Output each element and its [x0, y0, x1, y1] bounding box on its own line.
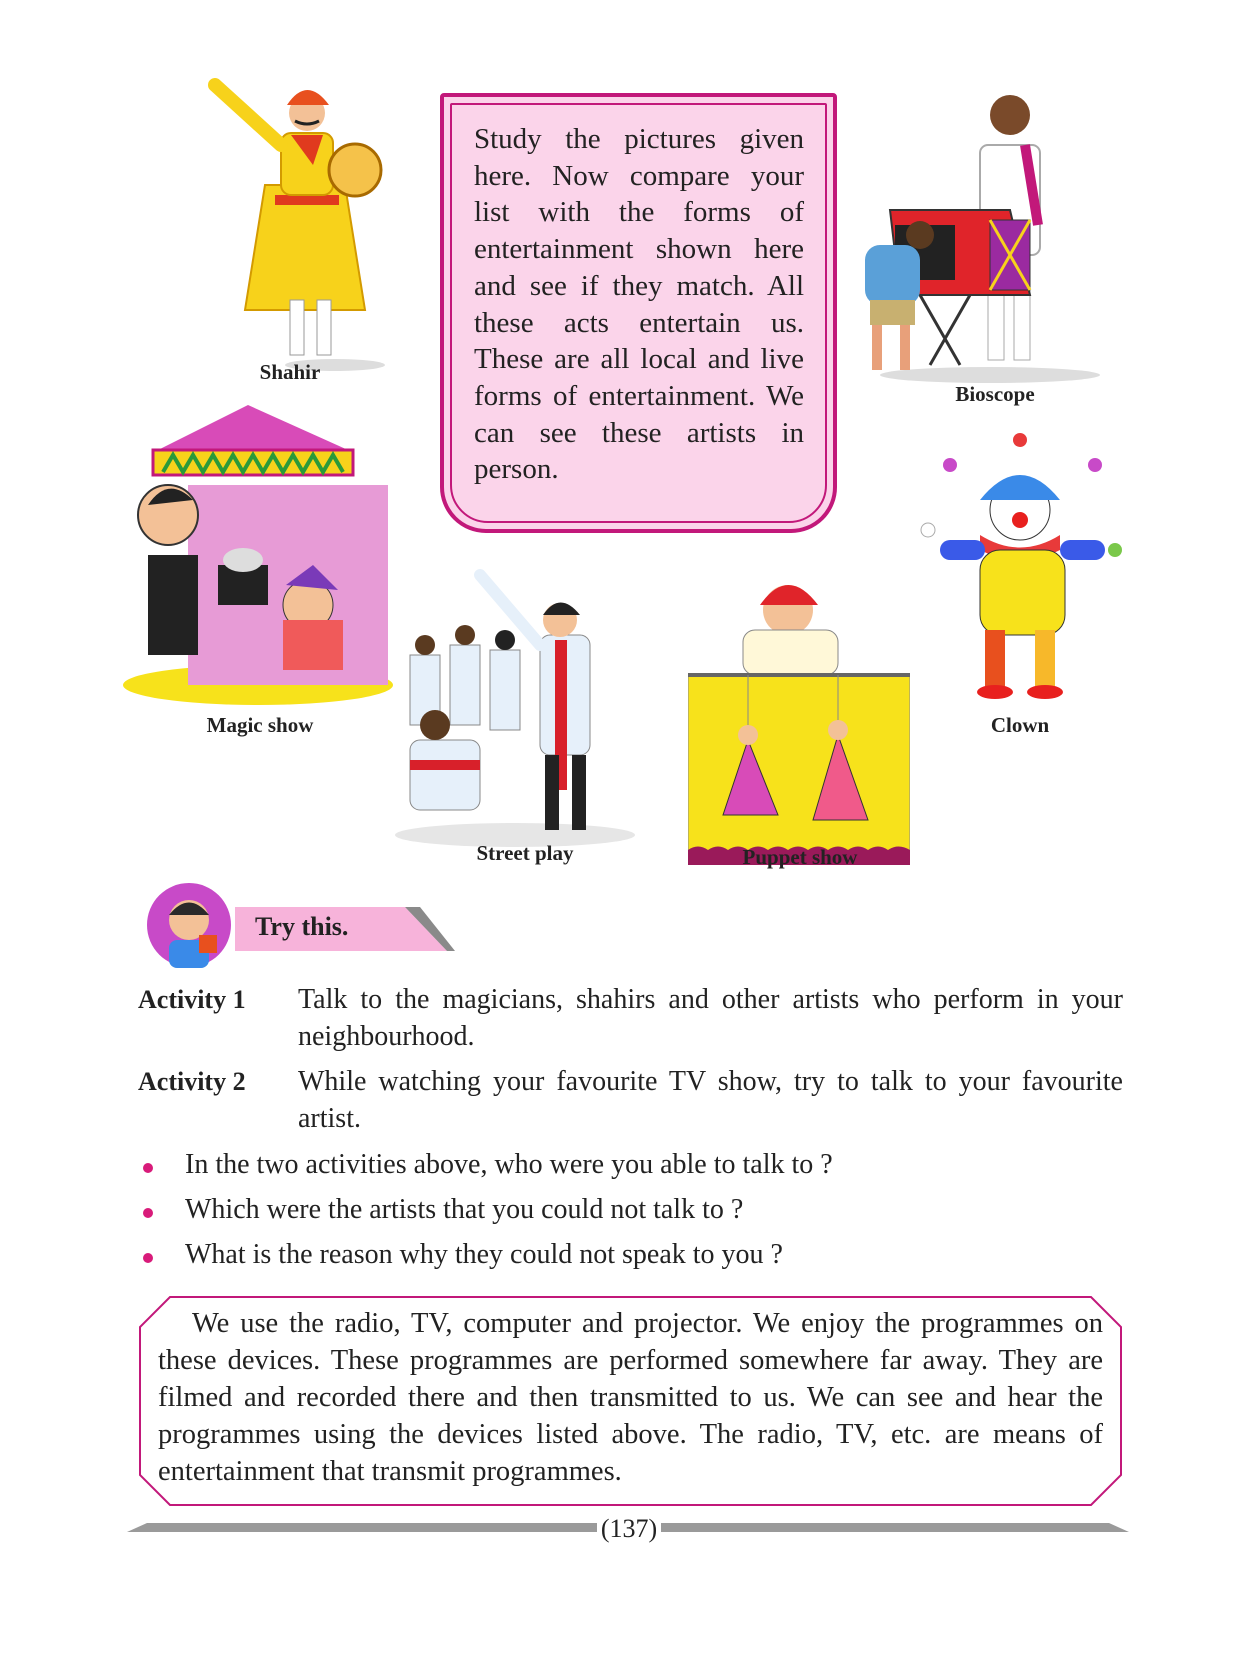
question-1: In the two activities above, who were you able to talk to ? [185, 1149, 833, 1180]
shahir-illustration [195, 75, 405, 375]
try-this-label: Try this. [255, 912, 349, 941]
question-2: Which were the artists that you could not talk to ? [185, 1194, 744, 1225]
clown-illustration [920, 430, 1130, 710]
caption-bioscope: Bioscope [955, 382, 1035, 406]
info-box [138, 1295, 1123, 1507]
caption-puppet-show: Puppet show [742, 845, 858, 869]
street-play-illustration [390, 565, 640, 850]
info-box-text [158, 1305, 1103, 1490]
puppet-show-illustration [688, 565, 910, 865]
magic-show-illustration [118, 405, 398, 705]
child-avatar-icon [144, 880, 234, 970]
activity-2-label: Activity 2 [138, 1067, 246, 1096]
activity-1-label: Activity 1 [138, 985, 246, 1014]
page-number: (137) [600, 1514, 658, 1543]
activity-2-text: While watching your favourite TV show, try to talk to your favourite artist. [298, 1066, 1123, 1134]
bullet-icon [143, 1253, 153, 1263]
caption-shahir: Shahir [259, 360, 321, 384]
bullet-icon [143, 1163, 153, 1173]
study-box-text: Study the pictures given here. Now compare your list with the forms of entertainment shown here and see if they match. All these acts entertain us. These are all local and live forms of entertainment. We can see these artists in person. [474, 123, 804, 486]
question-3: What is the reason why they could not speak to you ? [185, 1239, 783, 1270]
study-box [440, 93, 837, 533]
bullet-icon [143, 1208, 153, 1218]
info-box-paragraph: We use the radio, TV, computer and projector. We enjoy the programmes on these devices. These programmes are performed somewhere far away. They are filmed and recorded there and then transmitted to us. We can see and hear the programmes using the devices listed above. The radio, TV, etc. are means of entertainment that transmit programmes. [158, 1308, 1103, 1487]
caption-street-play: Street play [476, 841, 574, 865]
bioscope-illustration [860, 85, 1110, 385]
caption-magic-show: Magic show [206, 713, 314, 737]
activity-1-text: Talk to the magicians, shahirs and other artists who perform in your neighbourhood. [298, 984, 1123, 1052]
caption-clown: Clown [990, 713, 1050, 737]
footer-rule-right [661, 1523, 1129, 1533]
footer-rule-left [127, 1523, 597, 1533]
